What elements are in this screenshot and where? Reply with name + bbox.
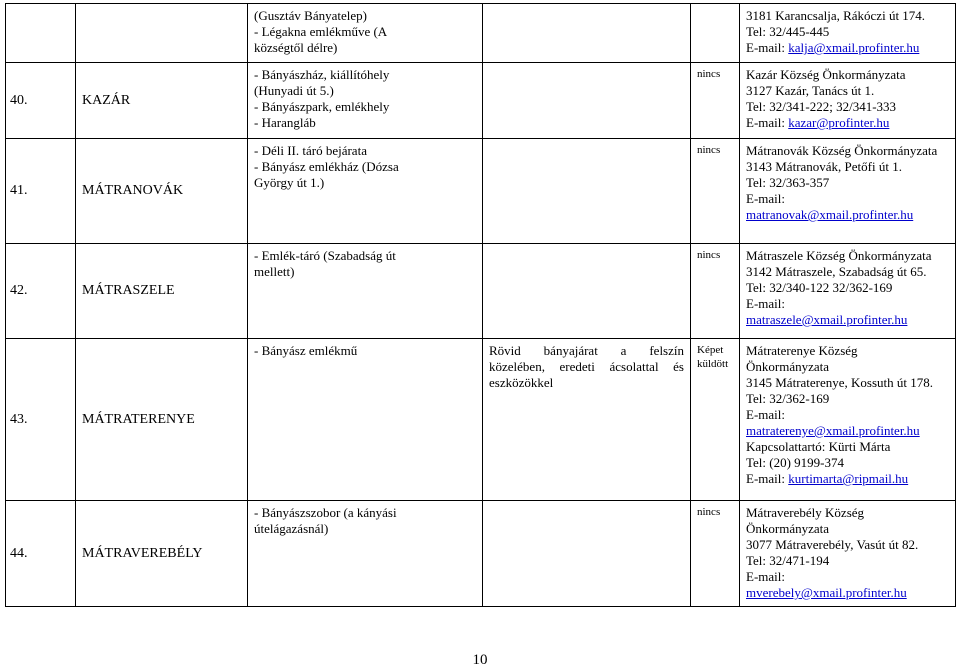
attractions-cell [248,63,483,139]
status-cell: nincs [691,63,740,139]
settlement-table [5,3,956,607]
contact-line: E-mail: [746,296,785,311]
contact-line: 3142 Mátraszele, Szabadság út 65. [746,264,927,279]
contact-line: Mátranovák Község Önkormányzata [746,143,938,158]
table-row [6,63,956,139]
description-cell [483,501,691,607]
settlement-name: KAZÁR [76,63,248,139]
attraction-line: György út 1.) [254,175,325,190]
attraction-line: - Légakna emlékműve (A [254,24,388,39]
table-row [6,139,956,244]
contact-line: Mátraszele Község Önkormányzata [746,248,932,263]
contact-line: Tel: 32/362-169 [746,391,830,406]
status-cell: Képet küldött [691,339,740,501]
row-number: 40. [6,63,76,139]
row-number: 43. [6,339,76,501]
contact-cell [740,4,956,63]
description-cell [483,4,691,63]
attraction-line: útelágazásnál) [254,521,329,536]
contact-line: E-mail: [746,191,785,206]
contact-line: Mátraverebély Község [746,505,865,520]
table-row [6,339,956,501]
attraction-line: - Emlék-táró (Szabadság út [254,248,396,263]
email-line [746,40,949,56]
attractions-cell [248,339,483,501]
email-link[interactable]: kazar@profinter.hu [788,115,890,130]
attraction-line: - Déli II. táró bejárata [254,143,367,158]
attraction-line: községtől délre) [254,40,338,55]
contact-line: 3181 Karancsalja, Rákóczi út 174. [746,8,926,23]
contact-line: E-mail: [746,569,785,584]
attraction-line: (Hunyadi út 5.) [254,83,334,98]
attraction-line: - Bányászpark, emlékhely [254,99,390,114]
row-number: 44. [6,501,76,607]
contact-line: 3077 Mátraverebély, Vasút út 82. [746,537,919,552]
contact-person: Kapcsolattartó: Kürti Márta [746,439,891,454]
email-label: E-mail: [746,40,789,55]
email-link[interactable]: matraszele@xmail.profinter.hu [746,312,908,327]
settlement-name: MÁTRATERENYE [76,339,248,501]
contact-line: Tel: 32/340-122 32/362-169 [746,280,893,295]
table-row [6,4,956,63]
contact-cell [740,339,956,501]
email-link[interactable]: kurtimarta@ripmail.hu [788,471,909,486]
description-cell [483,139,691,244]
attraction-line: mellett) [254,264,295,279]
contact-line: E-mail: [746,407,785,422]
table-row [6,501,956,607]
settlement-name [76,4,248,63]
email-line [746,471,949,487]
page-number: 10 [472,652,488,668]
attraction-line: - Harangláb [254,115,316,130]
contact-line: 3145 Mátraterenye, Kossuth út 178. [746,375,934,390]
email-line [746,423,949,439]
email-link[interactable]: matranovak@xmail.profinter.hu [746,207,914,222]
table-row [6,244,956,339]
status-cell: nincs [691,501,740,607]
attractions-cell [248,4,483,63]
status-cell: nincs [691,139,740,244]
description-cell [483,244,691,339]
row-number: 42. [6,244,76,339]
attractions-cell [248,244,483,339]
attraction-line: - Bányász emlékmű [254,343,358,358]
description-cell: Rövid bányajárat a felszín közelében, eredeti ácsolattal és eszközökkel [483,339,691,501]
email-line [746,312,949,328]
contact-cell [740,139,956,244]
email-link[interactable]: matraterenye@xmail.profinter.hu [746,423,920,438]
email-line [746,115,949,131]
contact-cell [740,244,956,339]
email-label: E-mail: [746,471,789,486]
row-number [6,4,76,63]
attraction-line: (Gusztáv Bányatelep) [254,8,367,23]
contact-line: Önkormányzata [746,521,830,536]
contact-line: Kazár Község Önkormányzata [746,67,906,82]
email-line [746,585,949,601]
email-link[interactable]: kalja@xmail.profinter.hu [788,40,920,55]
contact-line: Tel: 32/341-222; 32/341-333 [746,99,897,114]
settlement-name: MÁTRAVEREBÉLY [76,501,248,607]
attraction-line: - Bányász emlékház (Dózsa [254,159,399,174]
contact-line: Tel: 32/445-445 [746,24,830,39]
contact-line: 3127 Kazár, Tanács út 1. [746,83,875,98]
contact-cell [740,63,956,139]
attractions-cell [248,139,483,244]
contact-line: Mátraterenye Község [746,343,858,358]
status-cell [691,4,740,63]
description-cell [483,63,691,139]
settlement-name: MÁTRANOVÁK [76,139,248,244]
row-number: 41. [6,139,76,244]
contact-line: Tel: (20) 9199-374 [746,455,845,470]
status-cell: nincs [691,244,740,339]
contact-line: Önkormányzata [746,359,830,374]
contact-line: Tel: 32/363-357 [746,175,830,190]
attraction-line: - Bányászház, kiállítóhely [254,67,390,82]
contact-line: Tel: 32/471-194 [746,553,830,568]
email-link[interactable]: mverebely@xmail.profinter.hu [746,585,907,600]
attraction-line: - Bányászszobor (a kányási [254,505,397,520]
email-label: E-mail: [746,115,789,130]
attractions-cell [248,501,483,607]
email-line [746,207,949,223]
settlement-name: MÁTRASZELE [76,244,248,339]
contact-cell [740,501,956,607]
contact-line: 3143 Mátranovák, Petőfi út 1. [746,159,902,174]
